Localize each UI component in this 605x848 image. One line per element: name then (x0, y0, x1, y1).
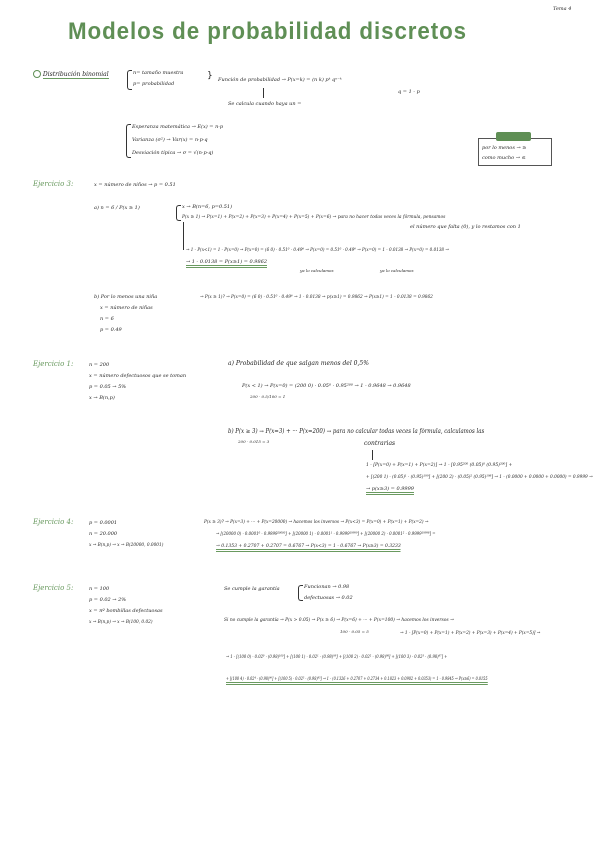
binomial-q-def: q = 1 - p (398, 89, 420, 95)
ej5-line-1-sub: 100 · 0.05 = 5 (340, 629, 369, 634)
ej1-a-line-1 (242, 383, 411, 390)
ej1-b-result: → p(x≥3) = 0.9999 (366, 486, 414, 495)
binomial-esperanza: Esperanza matemática → E(x) = n·p (132, 124, 224, 130)
ej5-garantia: Se cumple la garantía (224, 586, 280, 592)
ej3-a-line-3: el número que falta (0), y lo restamos con 1 (410, 224, 521, 230)
arrow-down-icon (372, 450, 373, 460)
binomial-p: p= probabilidad (133, 81, 175, 87)
ej5-p: p = 0.02 → 2% (89, 597, 127, 603)
binomial-heading-text: Distribución binomial (42, 70, 109, 78)
binomial-desviacion: Desviación típica → σ = √(n·p·q) (132, 150, 214, 156)
ej3-b-line-1: → P(x ≥ 1)? → P(x=0) = (6 0) · 0.51⁰ · 0.49⁶ → 1 - 0.0138 → p(x≥1) = 0.9862 → P(x≥1) = 1 - 0.0138 = 0.9862 (200, 294, 433, 300)
brace-icon (126, 124, 131, 158)
page-title: Modelos de probabilidad discretos (68, 18, 468, 45)
ejercicio-1-label: Ejercicio 1: (33, 360, 74, 368)
ej1-n: n = 200 (89, 362, 110, 368)
reminder-box-header (496, 132, 531, 141)
ej1-b-line-1: 1 - [P(x=0) + P(x=1) + P(x=2)] → 1 - [0.95²⁰⁰ (0.05)⁰ (0.95)²⁰⁰] + (366, 462, 513, 468)
ej1-x: x = número defectuosos que se toman (89, 373, 187, 379)
ej1-b-line-3 (366, 486, 414, 493)
ej4-n: n = 20.000 (89, 531, 118, 537)
ej5-result: + [(100 4) · 0.02⁴ · (0.98)⁹⁶] + [(100 5) · 0.02⁵ · (0.98)⁹⁵] → 1 - (0.1326 + 0.2707 + 0.2734 + 0.1823 + 0.0902 + 0.0353) = 1 - 0.9845 → P(x≥6) = 0.0155 (226, 676, 487, 685)
ej5-funcionan: Funcionan → 0.98 (304, 584, 350, 590)
ejercicio-5-label: Ejercicio 5: (33, 584, 74, 592)
ej5-line-4 (226, 676, 487, 683)
ejercicio-3-label: Ejercicio 3: (33, 180, 74, 188)
ej3-intro: x = número de niños → p = 0.51 (94, 182, 176, 188)
ej4-line-3 (216, 543, 401, 550)
brace-icon (176, 205, 181, 221)
ej3-a-line-4: → 1 - P(x<1) = 1 - P(x=0) → P(x=0) = (6 0) · 0.51⁰ · 0.49⁶ → P(x=0) = 0.51⁰ · 0.49⁶ → P(x=0) = 1 - 0.0138 → P(x=0) = 0.0138 → (186, 247, 449, 253)
tema-label: Tema 4 (553, 6, 572, 12)
binomial-heading (33, 70, 109, 79)
ej1-dist: x → B(n,p) (89, 395, 115, 401)
ej5-n: n = 100 (89, 586, 110, 592)
ej3-b-x: x = número de niñas (100, 305, 153, 311)
ej1-a-sub: 200 · 0.5/100 = 1 (250, 394, 286, 399)
bullet-circle-icon (33, 70, 41, 78)
binomial-n: n= tamaño muestra (133, 70, 184, 76)
binomial-varianza: Varianza (σ²) → Var(x) = n·p·q (132, 137, 208, 143)
ej3-a-label: a) n = 6 / P(x ≥ 1) (94, 205, 140, 211)
ej3-a-sub-2: ya lo calculamos (380, 268, 414, 273)
ej4-dist: x → B(n,p) → x → B(20000, 0.0001) (89, 542, 164, 548)
ej1-p: p = 0.05 → 5% (89, 384, 127, 390)
ej4-line-1: P(x ≥ 3)? → P(x=3) + ··· + P(x=20000) → hacemos los inversos → P(x<3) = P(x=0) + P(x=1) + P(x=2) → (204, 519, 429, 525)
brace-close-icon: } (207, 71, 213, 81)
ej3-a-sub-1: ya lo calculamos (300, 268, 334, 273)
ej3-a-result: → 1 - 0.0138 = P(x≥1) = 0.9862 (186, 259, 267, 268)
ej1-b-sub: 200 · 0.015 = 3 (238, 439, 270, 444)
binomial-fun-prob: Función de probabilidad → P(x=k) = (n k) pᵏ qⁿ⁻ᵏ (218, 77, 342, 83)
brace-icon (127, 70, 132, 90)
ej1-b-contrarias: contrarias (364, 440, 396, 447)
ej3-a-line-5 (186, 259, 267, 266)
ej3-a-line-1: x → B(n=6, p=0.51) (182, 204, 233, 210)
ej5-line-1: Si no cumple la garantía → P(x > 0.05) → P(x ≥ 6) → P(x=6) + ··· + P(x=100) → hacemos los inversos → (224, 617, 454, 623)
ej1-a-label: a) Probabilidad de que salgan menos del 0,5% (228, 360, 369, 367)
ej3-a-line-2: P(x ≥ 1) → P(x=1) + P(x=2) + P(x=3) + P(x=4) + P(x=5) + P(x=6) → para no hacer todas veces la fórmula, pensamos (182, 214, 446, 220)
brace-icon (298, 585, 303, 601)
ej3-b-p: p = 0.49 (100, 327, 122, 333)
binomial-note: Se calcula cuando haya un = (228, 101, 302, 107)
ej5-x: x = nº bombillas defectuosas (89, 608, 163, 614)
ej3-b-label: b) Por lo menos una niña (94, 294, 158, 300)
ej5-defectuosas: defectuosas → 0.02 (304, 595, 353, 601)
arrow-down-icon (183, 222, 184, 250)
reminder-line-2: como mucho → ≤ (482, 155, 526, 161)
ej1-b-label: b) P(x ≥ 3) → P(x=3) + ··· P(x=200) → para no calcular todas veces la fórmula, calculamos las (228, 428, 485, 435)
ej5-dist: x → B(n,p) → x → B(100, 0.02) (89, 619, 153, 625)
ej4-p: p = 0.0001 (89, 520, 118, 526)
ej1-b-line-2: + [(200 1) · (0.05)¹ · (0.95)¹⁹⁹] + [(200 2) · (0.05)² (0.95)¹⁹⁸] → 1 - (0.0000 + 0.0000 + 0.0000) = 0.9999 → (366, 474, 593, 480)
reminder-line-1: por lo menos → ≥ (482, 145, 527, 151)
ej3-b-n: n = 6 (100, 316, 114, 322)
ej1-a-expr: P(x < 1) → P(x=0) = (200 0) · 0.05⁰ · 0.95²⁰⁰ → 1 - 0.9648 → 0.9648 (242, 383, 411, 389)
ej5-line-3: → 1 - [(100 0) · 0.02⁰ · (0.98)¹⁰⁰] + [(100 1) · 0.02¹ · (0.98)⁹⁹] + [(100 2) · 0.02² · (0.98)⁹⁸] + [(100 3) · 0.02³ · (0.98)⁹⁷] + (226, 654, 448, 660)
arrow-down-icon (263, 88, 264, 98)
ejercicio-4-label: Ejercicio 4: (33, 518, 74, 526)
ej4-line-2: → [(20000 0) · 0.0001⁰ · 0.9999²⁰⁰⁰⁰] + [(20000 1) · 0.0001¹ · 0.9999¹⁹⁹⁹⁹] + [(20000 2) · 0.0001² · 0.9999¹⁹⁹⁹⁸] = (216, 531, 436, 537)
ej4-result: → 0.1353 + 0.2707 + 0.2707 = 0.6767 → P(x<3) = 1 - 0.6767 → P(x≥3) = 0.3233 (216, 543, 401, 552)
ej5-line-2: → 1 - [P(x=0) + P(x=1) + P(x=2) + P(x=3) + P(x=4) + P(x=5)] → (400, 630, 541, 636)
